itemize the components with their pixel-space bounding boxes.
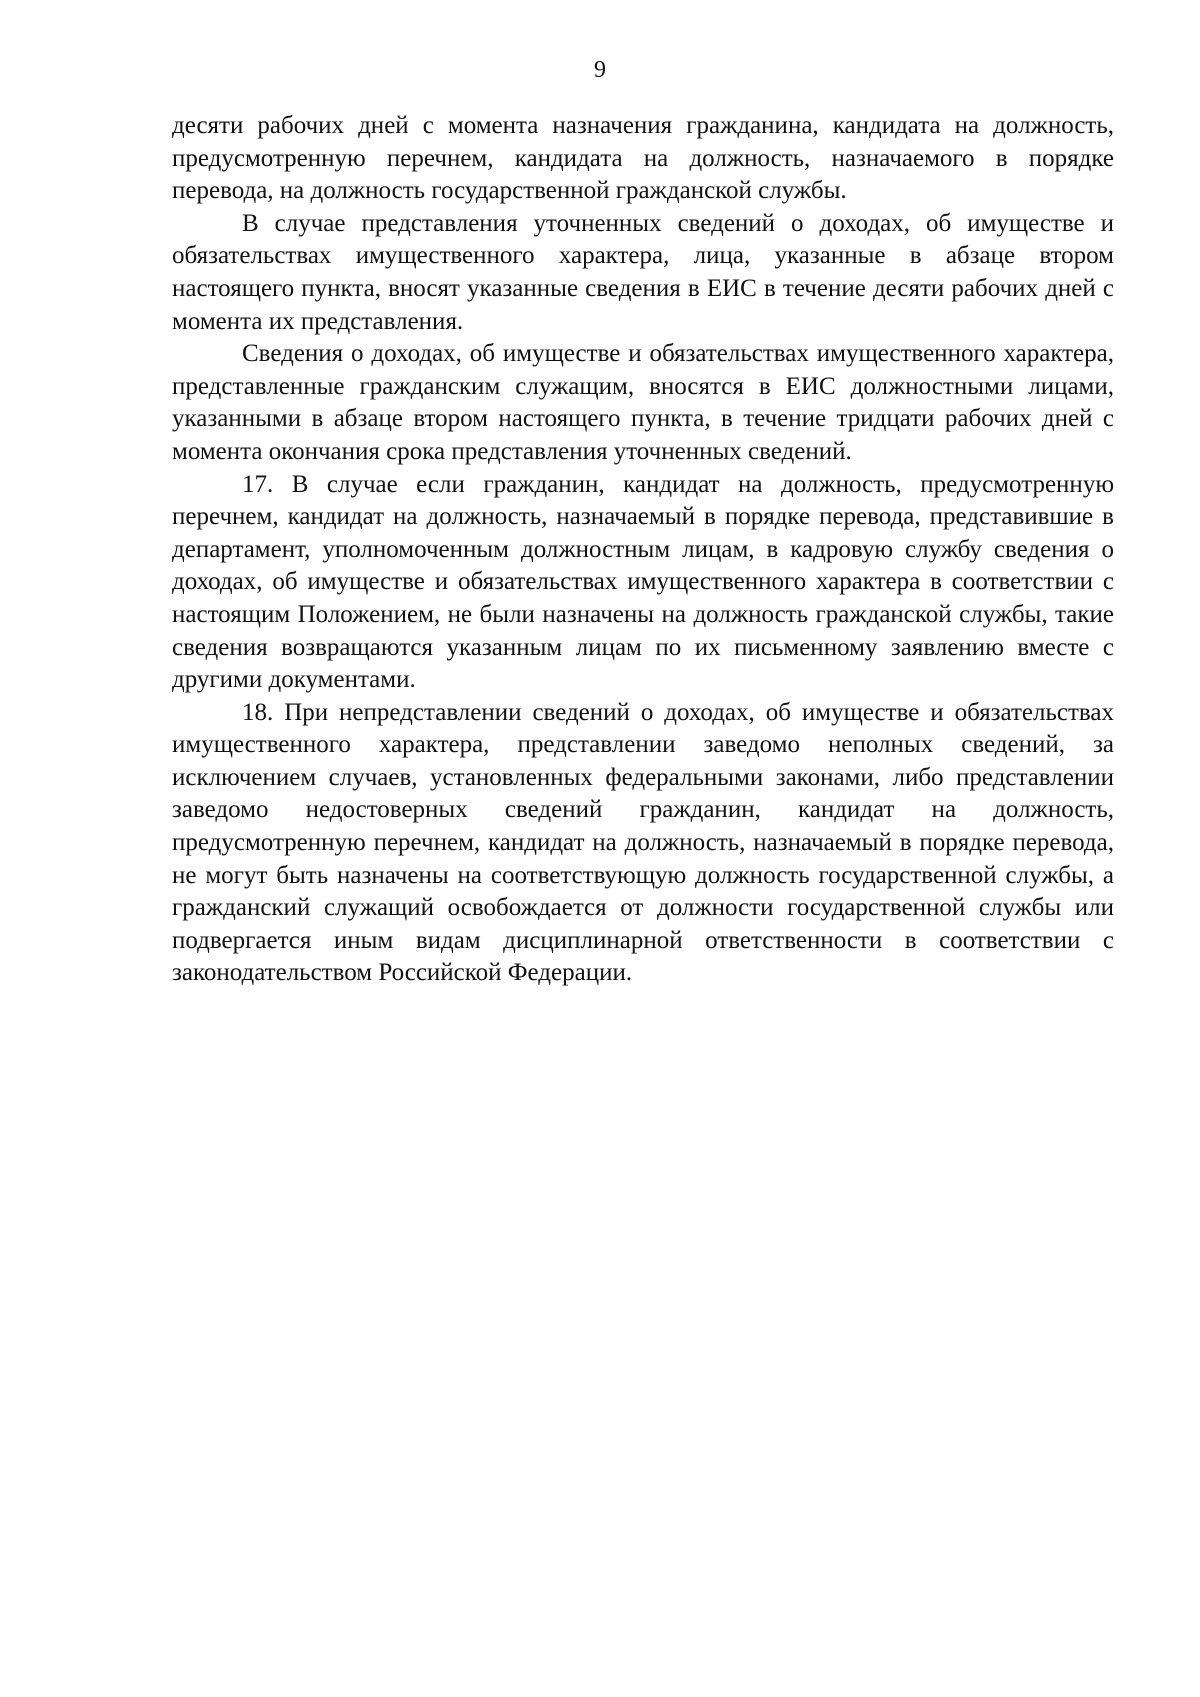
paragraph-clarified-info: В случае представления уточненных сведений о доходах, об имуществе и обязательствах имущественного характера, лица, указанные в абзаце втором настоящего пункта, вносят указанные сведения в ЕИС в течение десяти рабочих дней с момента их представления. bbox=[172, 209, 1114, 335]
paragraph-item-18: 18. При непредставлении сведений о доходах, об имуществе и обязательствах имущественного характера, представлении заведомо неполных сведений, за исключением случаев, установленных федеральными законами, либо представлении заведомо недостоверных сведений гражданин, кандидат на должность, предусмотренную перечнем, кандидат на должность, назначаемый в порядке перевода, не могут быть назначены на соответствующую должность государственной службы, а гражданский служащий освобождается от должности государственной службы или подвергается иным видам дисциплинарной ответственности в соответствии с законодательством Российской Федерации. bbox=[172, 698, 1114, 987]
document-body bbox=[172, 110, 1114, 990]
page-number: 9 bbox=[594, 57, 606, 83]
paragraph-item-17: 17. В случае если гражданин, кандидат на должность, предусмотренную перечнем, кандидат на должность, назначаемый в порядке перевода, представившие в департамент, уполномоченным должностным лицам, в кадровую службу сведения о доходах, об имуществе и обязательствах имущественного характера в соответствии с настоящим Положением, не были назначены на должность гражданской службы, такие сведения возвращаются указанным лицам по их письменному заявлению вместе с другими документами. bbox=[172, 470, 1114, 694]
paragraph-civil-servant-info: Сведения о доходах, об имуществе и обязательствах имущественного характера, представленные гражданским служащим, вносятся в ЕИС должностными лицами, указанными в абзаце втором настоящего пункта, в течение тридцати рабочих дней с момента окончания срока представления уточненных сведений. bbox=[172, 340, 1114, 465]
paragraph-continuation: десяти рабочих дней с момента назначения гражданина, кандидата на должность, предусмотренную перечнем, кандидата на должность, назначаемого в порядке перевода, на должность государственной гражданской службы. bbox=[172, 112, 1114, 205]
